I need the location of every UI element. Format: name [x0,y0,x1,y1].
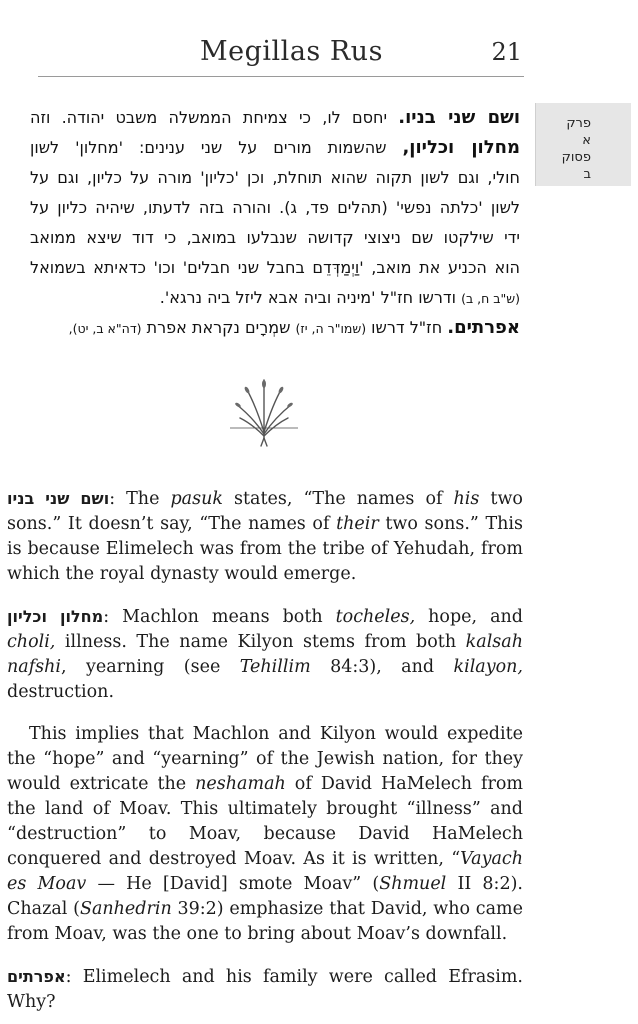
sidebar-line: ב [583,167,591,182]
paragraph [7,604,523,705]
wheat-ornament-icon [228,376,300,448]
text-run: destruction. [7,682,115,702]
sidebar-line: פסוק [561,150,591,165]
hebrew-citation: (שמו"ר ה, יז) [295,321,367,336]
italic-term: Vayach es Moav [7,849,523,894]
paragraph [7,486,523,587]
hebrew-line [30,283,520,313]
text-run: of David HaMelech from the land of Moav. This ultimately brought “illness” and “destruction” to Moav, because David HaMelech conquered and destroyed Moav. As it is written, “ [7,774,523,869]
text-run: II 8:2). Chazal ( [7,874,523,919]
sidebar-line: פרק [566,116,591,131]
sidebar-line: א [582,133,591,148]
hebrew-text: שמְרָים נקראת אפרת [141,318,296,337]
text-run: — He [David] smote Moav” ( [86,874,380,894]
italic-term: his [453,489,480,509]
hebrew-text: חז"ל דרשו [366,318,448,337]
text-run: states, “The names of [222,489,454,509]
chapter-verse-box [535,103,631,186]
hebrew-line: הוא הכניע את מואב, 'וַיְמַדְּדֵם בחבל שני חבלים' וכו' כדאיתא בשמואל [30,258,520,277]
hebrew-lead: ושם שני בניו. [398,107,520,128]
text-run: : Elimelech and his family were called Efrasim. Why? [7,967,523,1012]
hebrew-heading: אפרתים [7,967,66,986]
text-run: 39:2) emphasize that David, who came from Moav, was the one to bring about Moav’s downfall. [7,899,523,944]
text-run: This implies that Machlon and Kilyon would expedite the “hope” and “yearning” of the Jewish nation, for they would extricate the [7,724,523,794]
italic-term: their [336,514,379,534]
italic-term: tocheles, [335,607,416,627]
hebrew-text: ודרשו חז"ל 'מיניה וביה אבא ליזל ביה נרגא'. [159,288,462,307]
english-translation [7,486,523,1015]
italic-term: neshamah [195,774,286,794]
hebrew-lead: אפרתים. [447,317,520,338]
paragraph [7,964,523,1015]
hebrew-heading: ושם שני בניו [7,489,110,508]
paragraph [7,722,523,947]
italic-term: choli, [7,632,56,652]
hebrew-text: שהשמות מורים על שני ענינים: 'מחלון' לשון [30,138,403,157]
running-title: Megillas Rus [200,36,383,67]
hebrew-heading: מחלון וכליון [7,607,104,626]
text-run: illness. The name Kilyon stems from both [55,632,466,652]
hebrew-citation: (ש"ב ח, ב) [461,291,520,306]
italic-term: Shmuel [379,874,447,894]
hebrew-line: לשון 'כלתה נפשי' (תהלים פד, ג). והורה בזה לדעתו, שיהיה כליון על [30,198,520,217]
italic-term: Sanhedrin [79,899,172,919]
hebrew-line [30,313,520,343]
hebrew-citation: (דה"א ב, יט), [68,321,142,336]
italic-term: kilayon, [453,657,523,677]
page-number: 21 [491,38,522,66]
hebrew-line: חולי, וגם לשון תקוה שהוא תוחלת, וכן 'כליון' מורה על כליון, וגם על [30,168,520,187]
hebrew-line [30,103,520,133]
italic-term: pasuk [170,489,223,509]
hebrew-line: ידי שילקטו שם ניצוצי קדושה שנבלעו במואב, כי דוד שיצא ממואב [30,228,520,247]
text-run: two sons.” This is because Elimelech was from the tribe of Yehudah, from which the royal dynasty would emerge. [7,514,523,584]
text-run: , yearning (see [61,657,240,677]
text-run: : Machlon means both [103,607,336,627]
text-run: hope, and [415,607,523,627]
hebrew-line [30,133,520,163]
text-run: two sons.” It doesn’t say, “The names of [7,489,523,534]
italic-term: kalsah nafshi [7,632,523,677]
italic-term: Tehillim [239,657,311,677]
hebrew-commentary [30,103,520,343]
hebrew-lead: מחלון וכליון, [402,137,520,158]
text-run: 84:3), and [310,657,454,677]
text-run: : The [109,489,171,509]
page-header [38,32,524,77]
hebrew-text: יחסם לו, כי צמיחת הממשלה משבט יהודה. וזה [30,108,399,127]
